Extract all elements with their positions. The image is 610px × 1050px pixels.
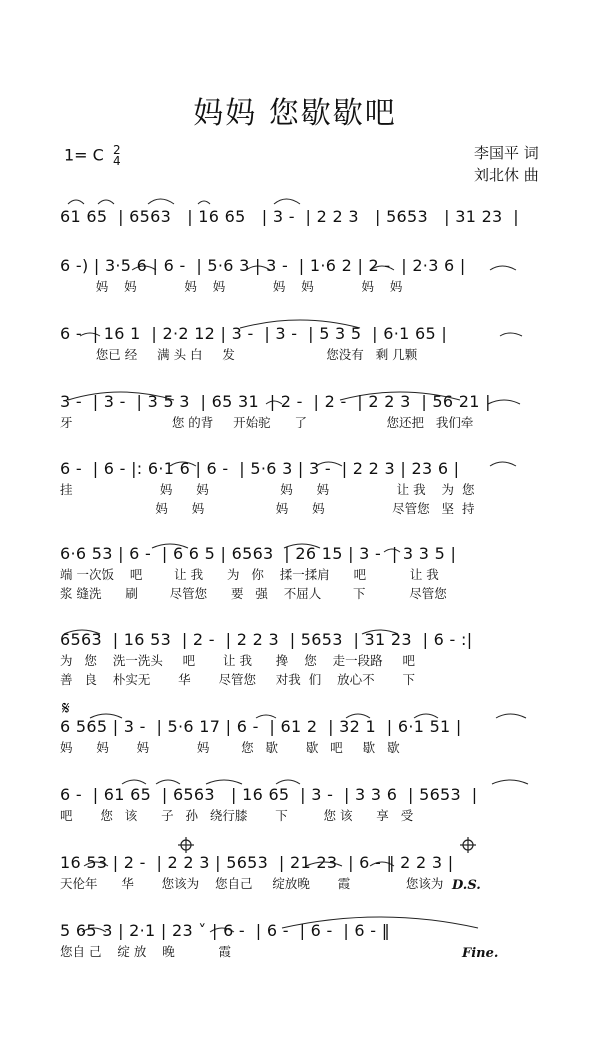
system-3 bbox=[60, 323, 550, 364]
system-6 bbox=[60, 543, 550, 603]
time-signature bbox=[113, 145, 121, 167]
lyric-row: 端 一次饭 吧 让 我 为 你 揉一揉肩 吧 让 我 bbox=[60, 567, 439, 582]
system-5 bbox=[60, 458, 550, 518]
notes-row: 6 - | 16 1 | 2·2 12 | 3 - | 3 - | 5 3 5 | 6·1 65 | bbox=[60, 324, 448, 343]
time-top: 2 bbox=[112, 143, 121, 157]
notes-row: 5 65 3 | 2·1 | 23 ˅ | 6 - | 6 - | 6 - | 6 - ‖ bbox=[60, 921, 391, 940]
notes-row: 6563 | 16 53 | 2 - | 2 2 3 | 5653 | 31 23 | 6 - :| bbox=[60, 630, 473, 649]
fine-mark: Fine. bbox=[462, 946, 499, 961]
time-bottom: 4 bbox=[112, 154, 121, 168]
notes-row: 6 - | 6 - |: 6·1 6 | 6 - | 5·6 3 | 3 - | 2 2 3 | 23 6 | bbox=[60, 459, 460, 478]
lyric-row: 妈 妈 妈 妈 尽管您 坚 持 bbox=[60, 501, 475, 516]
lyricist: 李国平 词 bbox=[474, 144, 539, 162]
system-2 bbox=[60, 255, 550, 296]
notes-row: 6·6 53 | 6 - | 6 6 5 | 6563 | 26 15 | 3 - | 3 3 5 | bbox=[60, 544, 457, 563]
notes-row: 16 53 | 2 - | 2 2 3 | 5653 | 21 23 | 6 - ‖ 2 2 3 | bbox=[60, 853, 454, 872]
notes-row: 61 65 | 6563 | 16 65 | 3 - | 2 2 3 | 5653 | 31 23 | bbox=[60, 207, 519, 226]
lyric-row: 妈 妈 妈 妈 您 歇 歇 吧 歇 歇 bbox=[60, 740, 400, 755]
credits bbox=[474, 142, 539, 186]
lyric-row: 妈 妈 妈 妈 妈 妈 妈 妈 bbox=[60, 279, 403, 294]
lyric-row: 天伦年 华 您该为 您自己 绽放晚 霞 您该为 bbox=[60, 876, 444, 891]
system-9 bbox=[60, 784, 550, 825]
lyric-row: 善 良 朴实无 华 尽管您 对我 们 放心不 下 bbox=[60, 672, 415, 687]
lyric-row: 吧 您 该 子 孙 绕行膝 下 您 该 享 受 bbox=[60, 808, 414, 823]
key-label: 1= C bbox=[64, 145, 104, 165]
song-title: 妈妈 您歇歇吧 bbox=[193, 96, 397, 131]
system-1 bbox=[60, 206, 550, 228]
notes-row: 3 - | 3 - | 3 5 3 | 65 31 | 2 - | 2 - | 2 2 3 | 56 21 | bbox=[60, 392, 491, 411]
notes-row: 6 - | 61 65 | 6563 | 16 65 | 3 - | 3 3 6 | 5653 | bbox=[60, 785, 478, 804]
system-7 bbox=[60, 629, 550, 689]
ds-mark: D.S. bbox=[452, 878, 481, 893]
lyric-row: 您已 经 满 头 白 发 您没有 剩 几颗 bbox=[60, 347, 418, 362]
lyric-row: 为 您 洗一洗头 吧 让 我 搀 您 走一段路 吧 bbox=[60, 653, 415, 668]
lyric-row: 挂 妈 妈 妈 妈 让 我 为 您 bbox=[60, 482, 475, 497]
lyric-row: 您自 己 绽 放 晚 霞 bbox=[60, 944, 231, 959]
system-4 bbox=[60, 391, 550, 432]
lyric-row: 牙 您 的背 开始驼 了 您还把 我们牵 bbox=[60, 415, 474, 430]
key-signature bbox=[64, 145, 121, 167]
notes-row: 6 565 | 3 - | 5·6 17 | 6 - | 61 2 | 32 1 | 6·1 51 | bbox=[60, 717, 462, 736]
notes-row: 6 -) | 3·5 6 | 6 - | 5·6 3 | 3 - | 1·6 2 | 2 - | 2·3 6 | bbox=[60, 256, 466, 275]
system-8 bbox=[60, 716, 550, 757]
lyric-row: 浆 缝洗 刷 尽管您 要 强 不屈人 下 尽管您 bbox=[60, 586, 447, 601]
composer: 刘北休 曲 bbox=[474, 166, 539, 184]
segno-icon: 𝄋 bbox=[62, 698, 70, 719]
